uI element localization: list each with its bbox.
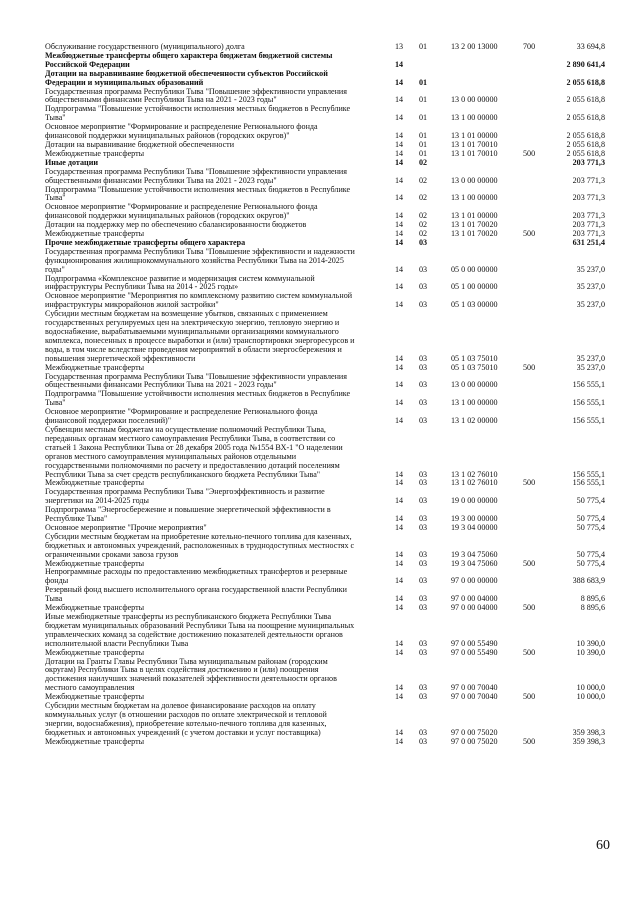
table-row	[45, 408, 605, 426]
row-rz: 14	[395, 736, 404, 746]
row-name: Межбюджетные трансферты общего характера бюджетам бюджетной системы Российской Федерации	[45, 50, 333, 69]
row-name: Межбюджетные трансферты	[45, 148, 145, 158]
row-vr: 700	[523, 42, 536, 51]
row-sum: 10 000,0	[576, 692, 605, 702]
row-cs: 19 3 04 75060	[451, 558, 498, 568]
row-sum: 2 055 618,8	[566, 139, 605, 149]
row-pr: 03	[419, 416, 428, 426]
row-name: Иные дотации	[45, 157, 99, 167]
row-name: Подпрограмма "Энергосбережение и повышение энергетической эффективности в Республике Тыва"	[45, 505, 331, 524]
table-row	[45, 390, 605, 408]
row-pr: 03	[419, 380, 428, 390]
row-name: Основное мероприятие "Формирование и распределение Регионального фонда финансовой поддержки муниципальных районов (городских округов)"	[45, 202, 318, 221]
row-name: Резервный фонд высшего исполнительного органа государственной власти Республики Тыва	[45, 585, 347, 604]
row-vr: 500	[523, 736, 536, 746]
row-cs: 97 0 00 70040	[451, 683, 498, 693]
row-pr: 03	[419, 398, 428, 408]
row-pr: 03	[419, 353, 428, 363]
row-pr: 03	[419, 282, 428, 292]
row-pr: 02	[419, 157, 428, 167]
row-pr: 03	[419, 647, 428, 657]
row-pr: 03	[419, 683, 428, 693]
table-row-section	[45, 52, 605, 70]
table-row	[45, 88, 605, 106]
row-rz: 14	[395, 264, 404, 274]
row-rz: 14	[395, 139, 404, 149]
row-name: Подпрограмма "Повышение устойчивости исполнения местных бюджетов в Республике Тыва"	[45, 184, 351, 203]
row-name: Межбюджетные трансферты	[45, 478, 145, 488]
row-rz: 14	[395, 237, 404, 247]
row-cs: 13 1 00 00000	[451, 398, 498, 408]
table-row-section	[45, 70, 605, 88]
row-pr: 01	[419, 131, 428, 141]
row-cs: 05 1 03 75010	[451, 353, 498, 363]
row-cs: 97 0 00 75020	[451, 736, 498, 746]
row-sum: 156 555,1	[572, 398, 605, 408]
row-pr: 01	[419, 139, 428, 149]
row-cs: 97 0 00 70040	[451, 692, 498, 702]
row-name: Межбюджетные трансферты	[45, 647, 145, 657]
row-cs: 13 1 02 76010	[451, 469, 498, 479]
row-name: Государственная программа Республики Тыва "Повышение эффективности управления общественными финансами Республики Тыва на 2021 - 2023 годы"	[45, 86, 347, 105]
row-sum: 156 555,1	[572, 380, 605, 390]
row-rz: 14	[395, 576, 404, 586]
row-name: Обслуживание государственного (муниципального) долга	[45, 42, 245, 51]
row-cs: 97 0 00 55490	[451, 638, 498, 648]
row-pr: 03	[419, 496, 428, 506]
table-row	[45, 275, 605, 293]
table-row	[45, 568, 605, 586]
row-name: Непрограммные расходы по предоставлению межбюджетных трансфертов и резервные фонды	[45, 567, 348, 586]
row-sum: 359 398,3	[572, 727, 605, 737]
table-row	[45, 586, 605, 604]
row-cs: 13 1 01 00000	[451, 131, 498, 141]
row-cs: 19 0 00 00000	[451, 496, 498, 506]
row-sum: 203 771,3	[572, 211, 605, 221]
row-pr: 03	[419, 514, 428, 524]
table-row	[45, 373, 605, 391]
row-rz: 14	[395, 692, 404, 702]
row-sum: 50 775,4	[576, 514, 605, 524]
row-rz: 14	[395, 220, 404, 230]
table-row	[45, 533, 605, 560]
row-rz: 14	[395, 496, 404, 506]
row-name: Государственная программа Республики Тыва "Повышение эффективности управления общественными финансами Республики Тыва на 2021 - 2023 годы"	[45, 166, 347, 185]
table-row	[45, 150, 605, 159]
row-cs: 19 3 04 00000	[451, 522, 498, 532]
row-cs: 97 0 00 04000	[451, 594, 498, 604]
row-vr: 500	[523, 558, 536, 568]
row-pr: 03	[419, 736, 428, 746]
table-row	[45, 203, 605, 221]
row-name: Основное мероприятие "Формирование и распределение Регионального фонда финансовой поддержки поселений)"	[45, 407, 318, 426]
row-rz: 14	[395, 647, 404, 657]
row-cs: 19 3 04 75060	[451, 549, 498, 559]
table-row	[45, 426, 605, 479]
row-rz: 14	[395, 638, 404, 648]
row-rz: 14	[395, 157, 404, 167]
table-row	[45, 658, 605, 694]
budget-table	[45, 43, 605, 747]
row-rz: 14	[395, 300, 404, 310]
table-row	[45, 506, 605, 524]
row-pr: 03	[419, 692, 428, 702]
table-row	[45, 738, 605, 747]
row-cs: 13 1 02 00000	[451, 416, 498, 426]
row-name: Прочие межбюджетные трансферты общего характера	[45, 237, 246, 247]
row-rz: 14	[395, 282, 404, 292]
row-cs: 97 0 00 00000	[451, 576, 498, 586]
row-cs: 13 1 01 70020	[451, 229, 498, 239]
row-name: Основное мероприятие "Мероприятия по комплексному развитию систем коммунальной инфраструктуры микрорайонов жилой застройки"	[45, 291, 353, 310]
row-sum: 33 694,8	[576, 42, 605, 51]
row-pr: 03	[419, 638, 428, 648]
row-rz: 14	[395, 77, 404, 87]
row-sum: 203 771,3	[572, 229, 605, 239]
table-row	[45, 123, 605, 141]
row-sum: 2 890 641,4	[566, 59, 605, 69]
row-sum: 203 771,3	[572, 193, 605, 203]
row-rz: 14	[395, 683, 404, 693]
row-rz: 13	[395, 42, 404, 51]
row-name: Межбюджетные трансферты	[45, 362, 145, 372]
row-rz: 14	[395, 558, 404, 568]
row-pr: 02	[419, 211, 428, 221]
row-name: Иные межбюджетные трансферты из республиканского бюджета Республики Тыва бюджетам муниципальных образований Республики Тыва на поощрение муниципальных управленческих команд за содействие достижению показателей деятельности органов исполнительной власти Республики Тыва	[45, 612, 355, 648]
row-sum: 35 237,0	[576, 362, 605, 372]
row-rz: 14	[395, 398, 404, 408]
row-name: Основное мероприятие "Формирование и распределение Регионального фонда финансовой поддержки муниципальных районов (городских округов)"	[45, 122, 318, 141]
row-sum: 35 237,0	[576, 300, 605, 310]
row-rz: 14	[395, 229, 404, 239]
row-pr: 01	[419, 113, 428, 123]
row-cs: 13 1 00 00000	[451, 113, 498, 123]
row-sum: 203 771,3	[572, 220, 605, 230]
row-rz: 14	[395, 514, 404, 524]
row-sum: 8 895,6	[580, 594, 605, 604]
row-name: Субсидии местным бюджетам на долевое финансирование расходов на оплату коммунальных услуг (в отношении расходов по оплате электрической и тепловой энергии, водоснабжения), приобретение котельно-печного топлива для казенных, бюджетных и автономных учреждений (с учетом доставки и услуг поставщика)	[45, 701, 327, 737]
row-pr: 03	[419, 558, 428, 568]
row-sum: 50 775,4	[576, 558, 605, 568]
row-rz: 14	[395, 416, 404, 426]
row-vr: 500	[523, 478, 536, 488]
row-name: Субвенции местным бюджетам на осуществление полномочий Республики Тыва, переданных органам местного самоуправления Республики Тыва, в соответствии со статьей 1 Закона Республики Тыва от 28 декабря 2005 года №1554 ВХ-1 "О наделении органов местного самоуправления муниципальных районов отдельными государственными полномочиями по расчету и предоставлению дотаций поселениям Республики Тыва за счет средств республиканского бюджета Республики Тыва"	[45, 424, 343, 479]
row-pr: 02	[419, 220, 428, 230]
row-cs: 13 1 01 00000	[451, 211, 498, 221]
row-sum: 156 555,1	[572, 416, 605, 426]
row-rz: 14	[395, 549, 404, 559]
row-sum: 359 398,3	[572, 736, 605, 746]
row-cs: 05 1 03 75010	[451, 362, 498, 372]
row-rz: 14	[395, 193, 404, 203]
row-cs: 13 1 01 70010	[451, 148, 498, 158]
row-sum: 50 775,4	[576, 496, 605, 506]
row-pr: 02	[419, 193, 428, 203]
row-sum: 10 000,0	[576, 683, 605, 693]
row-cs: 97 0 00 75020	[451, 727, 498, 737]
row-cs: 13 0 00 00000	[451, 95, 498, 105]
row-rz: 14	[395, 353, 404, 363]
row-name: Государственная программа Республики Тыва "Повышение эффективности и надежности функционирования жилищнокоммунального хозяйства Республики Тыва на 2014-2025 годы"	[45, 246, 355, 274]
row-cs: 05 1 03 00000	[451, 300, 498, 310]
row-vr: 500	[523, 229, 536, 239]
row-pr: 03	[419, 522, 428, 532]
row-name: Субсидии местным бюджетам на возмещение убытков, связанных с применением государственных регулируемых цен на электрическую энергию, тепловую энергию и водоснабжение, вырабатываемыми муниципальными организациями коммунального комплекса, понесенных в процессе выработки и (или) транспортировки энергоресурсов и воды, в том числе вследствие проведения мероприятий в области энергосбережения и повышения энергетической эффективности	[45, 309, 355, 363]
row-rz: 14	[395, 469, 404, 479]
row-name: Основное мероприятие "Прочие мероприятия"	[45, 522, 207, 532]
row-pr: 03	[419, 264, 428, 274]
row-name: Межбюджетные трансферты	[45, 736, 145, 746]
row-pr: 03	[419, 237, 428, 247]
table-row	[45, 488, 605, 506]
row-rz: 14	[395, 95, 404, 105]
row-sum: 10 390,0	[576, 647, 605, 657]
row-pr: 03	[419, 478, 428, 488]
row-name: Межбюджетные трансферты	[45, 692, 145, 702]
table-row	[45, 248, 605, 275]
table-row	[45, 702, 605, 738]
row-sum: 35 237,0	[576, 264, 605, 274]
row-rz: 14	[395, 380, 404, 390]
row-name: Межбюджетные трансферты	[45, 558, 145, 568]
row-cs: 13 0 00 00000	[451, 380, 498, 390]
row-vr: 500	[523, 603, 536, 613]
row-vr: 500	[523, 148, 536, 158]
table-row	[45, 105, 605, 123]
row-sum: 8 895,6	[580, 603, 605, 613]
row-pr: 02	[419, 175, 428, 185]
row-vr: 500	[523, 647, 536, 657]
table-row	[45, 292, 605, 310]
row-cs: 05 0 00 00000	[451, 264, 498, 274]
row-pr: 03	[419, 362, 428, 372]
row-pr: 02	[419, 229, 428, 239]
row-name: Дотации на Гранты Главы Республики Тыва муниципальным районам (городским округам) Республики Тыва в целях содействия достижению и (или) поощрения достижения наилучших значений показателей эффективности деятельности органов местного самоуправления	[45, 656, 337, 693]
row-rz: 14	[395, 522, 404, 532]
row-rz: 14	[395, 131, 404, 141]
row-sum: 50 775,4	[576, 549, 605, 559]
row-name: Межбюджетные трансферты	[45, 603, 145, 613]
row-rz: 14	[395, 211, 404, 221]
row-pr: 03	[419, 603, 428, 613]
row-name: Подпрограмма "Повышение устойчивости исполнения местных бюджетов в Республике Тыва"	[45, 389, 351, 408]
row-pr: 03	[419, 576, 428, 586]
table-row	[45, 186, 605, 204]
row-sum: 2 055 618,8	[566, 148, 605, 158]
row-sum: 2 055 618,8	[566, 77, 605, 87]
row-sum: 2 055 618,8	[566, 95, 605, 105]
row-pr: 03	[419, 727, 428, 737]
row-cs: 19 3 00 00000	[451, 514, 498, 524]
row-sum: 35 237,0	[576, 353, 605, 363]
row-cs: 13 1 01 70010	[451, 139, 498, 149]
row-sum: 35 237,0	[576, 282, 605, 292]
row-cs: 97 0 00 55490	[451, 647, 498, 657]
row-name: Дотации на поддержку мер по обеспечению сбалансированности бюджетов	[45, 220, 307, 230]
row-name: Дотации на выравнивание бюджетной обеспеченности	[45, 139, 235, 149]
row-cs: 13 2 00 13000	[451, 42, 498, 51]
row-sum: 10 390,0	[576, 638, 605, 648]
row-rz: 14	[395, 594, 404, 604]
row-name: Государственная программа Республики Тыва "Повышение эффективности управления общественными финансами Республики Тыва на 2021 - 2023 годы"	[45, 371, 347, 390]
row-cs: 13 1 01 70020	[451, 220, 498, 230]
table-row	[45, 168, 605, 186]
row-cs: 13 1 00 00000	[451, 193, 498, 203]
row-cs: 05 1 00 00000	[451, 282, 498, 292]
row-name: Межбюджетные трансферты	[45, 229, 145, 239]
row-sum: 156 555,1	[572, 469, 605, 479]
table-row	[45, 310, 605, 363]
row-sum: 156 555,1	[572, 478, 605, 488]
row-sum: 50 775,4	[576, 522, 605, 532]
row-pr: 01	[419, 77, 428, 87]
page-number: 60	[596, 838, 610, 853]
row-pr: 01	[419, 42, 428, 51]
row-sum: 2 055 618,8	[566, 131, 605, 141]
row-name: Государственная программа Республики Тыва "Энергоэффективность и развитие энергетики на 2014-2025 годы	[45, 487, 325, 506]
row-sum: 203 771,3	[572, 157, 605, 167]
row-pr: 03	[419, 549, 428, 559]
row-cs: 97 0 00 04000	[451, 603, 498, 613]
row-rz: 14	[395, 727, 404, 737]
row-name: Подпрограмма "Повышение устойчивости исполнения местных бюджетов в Республике Тыва"	[45, 104, 351, 123]
row-name: Подпрограмма «Комплексное развитие и модернизация систем коммунальной инфраструктуры Республики Тыва на 2014 - 2025 годы»	[45, 273, 315, 292]
row-sum: 631 251,4	[572, 237, 605, 247]
row-rz: 14	[395, 113, 404, 123]
row-sum: 203 771,3	[572, 175, 605, 185]
row-rz: 14	[395, 362, 404, 372]
row-rz: 14	[395, 603, 404, 613]
row-sum: 2 055 618,8	[566, 113, 605, 123]
row-vr: 500	[523, 692, 536, 702]
row-pr: 03	[419, 594, 428, 604]
row-rz: 14	[395, 175, 404, 185]
row-name: Дотации на выравнивание бюджетной обеспеченности субъектов Российской Федерации и муниципальных образований	[45, 68, 328, 87]
row-pr: 03	[419, 300, 428, 310]
row-sum: 388 683,9	[572, 576, 605, 586]
row-cs: 13 0 00 00000	[451, 175, 498, 185]
row-rz: 14	[395, 148, 404, 158]
row-pr: 01	[419, 148, 428, 158]
row-vr: 500	[523, 362, 536, 372]
row-cs: 13 1 02 76010	[451, 478, 498, 488]
row-rz: 14	[395, 478, 404, 488]
row-pr: 01	[419, 95, 428, 105]
row-name: Субсидии местным бюджетам на приобретение котельно-печного топлива для казенных, бюджетных и автономных учреждений, расположенных в труднодоступных местностях с ограниченными сроками завоза грузов	[45, 531, 355, 559]
row-rz: 14	[395, 59, 404, 69]
table-row	[45, 613, 605, 649]
row-pr: 03	[419, 469, 428, 479]
